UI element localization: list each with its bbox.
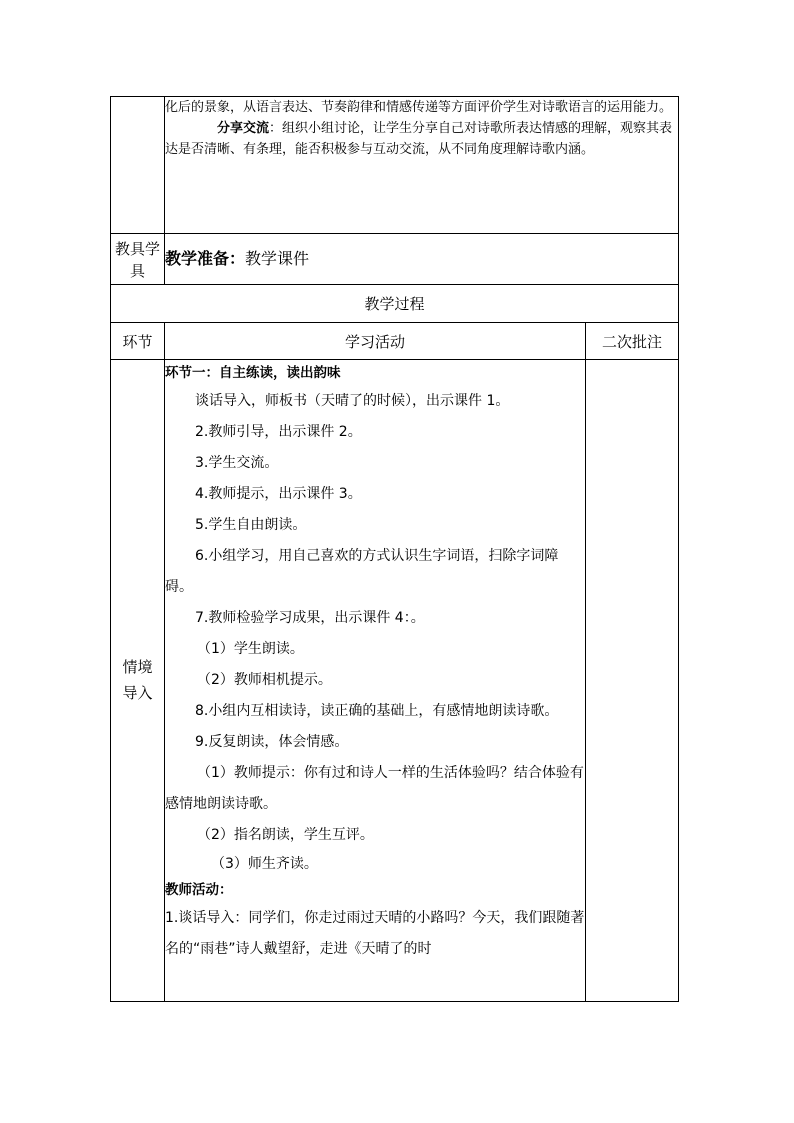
header-section: 环节 <box>111 323 165 360</box>
activity-line: 8.小组内互相读诗，读正确的基础上，有感情地朗读诗歌。 <box>195 703 559 719</box>
lesson-plan-table <box>110 96 679 1002</box>
teacher-line: 1.谈话导入：同学们，你走过雨过天晴的小路吗？今天，我们跟随著名的“雨巷”诗人戴望舒，走进《天晴了的时 <box>165 910 585 957</box>
activity-line: （2）指名朗读，学生互评。 <box>197 827 374 843</box>
activity-line: （2）教师相机提示。 <box>197 672 332 688</box>
activity-cell <box>165 360 586 1002</box>
section-label <box>111 360 165 1002</box>
prep-value: 教学课件 <box>245 249 310 268</box>
teacher-heading: 教师活动： <box>165 882 233 898</box>
content-row <box>111 360 679 1002</box>
activity-line: 3.学生交流。 <box>195 455 279 471</box>
activity-line: （1）学生朗读。 <box>197 641 304 657</box>
evaluation-label-cell <box>111 97 165 234</box>
tools-label-text: 教具学具 <box>114 240 160 280</box>
activity-line: 谈话导入，师板书（天晴了的时候），出示课件 1。 <box>195 393 510 409</box>
evaluation-cell <box>165 97 679 234</box>
share-paragraph <box>165 118 678 160</box>
header-activity: 学习活动 <box>165 323 586 360</box>
activity-line: 7.教师检验学习成果，出示课件 4：。 <box>195 610 425 626</box>
activity-line: 4.教师提示，出示课件 3。 <box>195 486 362 502</box>
tools-label <box>111 234 165 285</box>
evaluation-row <box>111 97 679 234</box>
annotation-cell <box>586 360 679 1002</box>
activity-line: 5.学生自由朗读。 <box>195 517 307 533</box>
prep-label: 教学准备： <box>165 249 246 268</box>
activity-line: 6.小组学习，用自己喜欢的方式认识生字词语，扫除字词障碍。 <box>165 548 559 595</box>
tools-cell <box>165 234 679 285</box>
activity-line: （3）师生齐读。 <box>211 856 318 872</box>
activity-line: （1）教师提示：你有过和诗人一样的生活体验吗？结合体验有感情地朗读诗歌。 <box>165 765 584 812</box>
activity-line: 2.教师引导，出示课件 2。 <box>195 424 362 440</box>
section-heading: 环节一：自主练读，读出韵味 <box>165 365 341 381</box>
share-label: 分享交流 <box>217 121 270 136</box>
header-row <box>111 323 679 360</box>
process-title-row <box>111 285 679 323</box>
header-annotation: 二次批注 <box>586 323 679 360</box>
section-label-text: 情境导入 <box>122 657 153 702</box>
tools-row <box>111 234 679 285</box>
process-title: 教学过程 <box>111 285 679 323</box>
evaluation-line: 化后的景象，从语言表达、节奏韵律和情感传递等方面评价学生对诗歌语言的运用能力。 <box>165 100 673 115</box>
share-text: ：组织小组讨论，让学生分享自己对诗歌所表达情感的理解，观察其表达是否清晰、有条理，能否积极参与互动交流，从不同角度理解诗歌内涵。 <box>165 121 673 157</box>
activity-line: 9.反复朗读，体会情感。 <box>195 734 349 750</box>
